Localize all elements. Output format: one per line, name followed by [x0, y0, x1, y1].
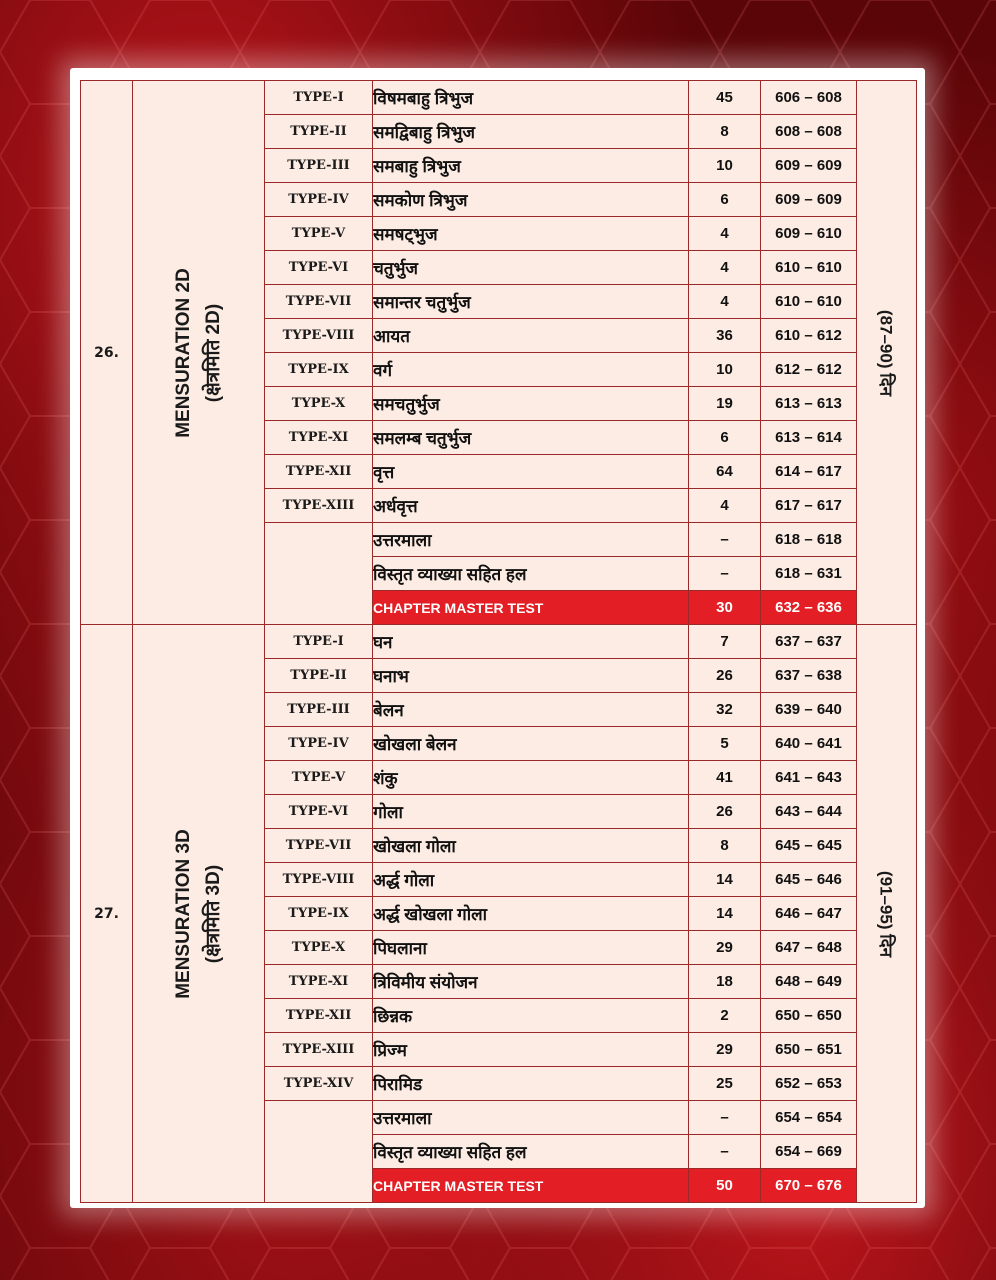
- page-range: 608 – 608: [761, 115, 857, 149]
- type-label: TYPE-XIII: [265, 1033, 373, 1067]
- question-count: 26: [689, 795, 761, 829]
- type-label: TYPE-VI: [265, 251, 373, 285]
- chapter-title: [173, 268, 225, 438]
- page-range: 643 – 644: [761, 795, 857, 829]
- topic-name: विस्तृत व्याख्या सहित हल: [373, 557, 689, 591]
- topic-name: वृत्त: [373, 455, 689, 489]
- type-label: TYPE-XI: [265, 421, 373, 455]
- chapter-title-english: MENSURATION 2D: [172, 267, 194, 438]
- type-label: TYPE-III: [265, 693, 373, 727]
- question-count: 64: [689, 455, 761, 489]
- type-label: TYPE-XI: [265, 965, 373, 999]
- type-label: TYPE-I: [265, 625, 373, 659]
- question-count: 32: [689, 693, 761, 727]
- page-range: 613 – 614: [761, 421, 857, 455]
- question-count: 41: [689, 761, 761, 795]
- question-count: 4: [689, 251, 761, 285]
- page-range: 640 – 641: [761, 727, 857, 761]
- chapter-title-hindi: (क्षेत्रमिति 3D): [202, 864, 224, 963]
- type-label: TYPE-X: [265, 931, 373, 965]
- page-range: 609 – 609: [761, 183, 857, 217]
- type-label: TYPE-II: [265, 115, 373, 149]
- question-count: 26: [689, 659, 761, 693]
- question-count: 4: [689, 489, 761, 523]
- topic-name: प्रिज्म: [373, 1033, 689, 1067]
- question-count: 25: [689, 1067, 761, 1101]
- question-count: –: [689, 1135, 761, 1169]
- page-range: 610 – 610: [761, 251, 857, 285]
- question-count: –: [689, 523, 761, 557]
- topic-name: समकोण त्रिभुज: [373, 183, 689, 217]
- question-count: 8: [689, 829, 761, 863]
- topic-name: उत्तरमाला: [373, 1101, 689, 1135]
- question-count: 36: [689, 319, 761, 353]
- question-count: 18: [689, 965, 761, 999]
- question-count: 2: [689, 999, 761, 1033]
- topic-name: समद्विबाहु त्रिभुज: [373, 115, 689, 149]
- type-label: TYPE-III: [265, 149, 373, 183]
- type-label: TYPE-X: [265, 387, 373, 421]
- type-label: TYPE-VI: [265, 795, 373, 829]
- page-range: 648 – 649: [761, 965, 857, 999]
- chapter-title-cell: [133, 625, 265, 1203]
- question-count: 14: [689, 863, 761, 897]
- topic-name: विषमबाहु त्रिभुज: [373, 81, 689, 115]
- page-range: 654 – 669: [761, 1135, 857, 1169]
- type-label: TYPE-IV: [265, 727, 373, 761]
- topic-name: वर्ग: [373, 353, 689, 387]
- page-range: 654 – 654: [761, 1101, 857, 1135]
- question-count: 6: [689, 421, 761, 455]
- page-range: 613 – 613: [761, 387, 857, 421]
- topic-name: खोखला गोला: [373, 829, 689, 863]
- topic-name: त्रिविमीय संयोजन: [373, 965, 689, 999]
- question-count: 8: [689, 115, 761, 149]
- page-range: 609 – 609: [761, 149, 857, 183]
- question-count: 29: [689, 1033, 761, 1067]
- type-label: TYPE-V: [265, 761, 373, 795]
- type-label: TYPE-VII: [265, 829, 373, 863]
- question-count: –: [689, 557, 761, 591]
- chapter-title: [173, 829, 225, 999]
- page-range: 645 – 645: [761, 829, 857, 863]
- topic-name: विस्तृत व्याख्या सहित हल: [373, 1135, 689, 1169]
- contents-table: [80, 80, 917, 1203]
- question-count: –: [689, 1101, 761, 1135]
- question-count: 30: [689, 591, 761, 625]
- page-range: 618 – 631: [761, 557, 857, 591]
- page-range: 614 – 617: [761, 455, 857, 489]
- page-range: 646 – 647: [761, 897, 857, 931]
- topic-name: CHAPTER MASTER TEST: [373, 1169, 689, 1203]
- chapter-title-cell: [133, 81, 265, 625]
- topic-name: समचतुर्भुज: [373, 387, 689, 421]
- topic-name: गोला: [373, 795, 689, 829]
- type-label: TYPE-XIV: [265, 1067, 373, 1101]
- page-range: 632 – 636: [761, 591, 857, 625]
- study-days: (87–90) दिन: [876, 309, 895, 396]
- type-label: TYPE-V: [265, 217, 373, 251]
- chapter-number: 27.: [81, 625, 133, 1203]
- question-count: 7: [689, 625, 761, 659]
- table-row: [81, 81, 917, 115]
- question-count: 19: [689, 387, 761, 421]
- type-label: TYPE-XII: [265, 455, 373, 489]
- topic-name: समान्तर चतुर्भुज: [373, 285, 689, 319]
- topic-name: CHAPTER MASTER TEST: [373, 591, 689, 625]
- study-days-cell: [857, 81, 917, 625]
- topic-name: अर्द्ध खोखला गोला: [373, 897, 689, 931]
- page-range: 617 – 617: [761, 489, 857, 523]
- page-range: 670 – 676: [761, 1169, 857, 1203]
- topic-name: समषट्भुज: [373, 217, 689, 251]
- type-label: TYPE-I: [265, 81, 373, 115]
- topic-name: चतुर्भुज: [373, 251, 689, 285]
- page-range: 618 – 618: [761, 523, 857, 557]
- topic-name: बेलन: [373, 693, 689, 727]
- type-label: TYPE-IV: [265, 183, 373, 217]
- page-range: 650 – 650: [761, 999, 857, 1033]
- question-count: 4: [689, 285, 761, 319]
- type-label: TYPE-VII: [265, 285, 373, 319]
- page-range: 637 – 637: [761, 625, 857, 659]
- question-count: 6: [689, 183, 761, 217]
- topic-name: घन: [373, 625, 689, 659]
- question-count: 5: [689, 727, 761, 761]
- study-days-cell: [857, 625, 917, 1203]
- topic-name: समलम्ब चतुर्भुज: [373, 421, 689, 455]
- type-label-empty: [265, 523, 373, 625]
- type-label: TYPE-XII: [265, 999, 373, 1033]
- page-range: 610 – 610: [761, 285, 857, 319]
- chapter-title-english: MENSURATION 3D: [172, 828, 194, 999]
- type-label: TYPE-II: [265, 659, 373, 693]
- page-range: 647 – 648: [761, 931, 857, 965]
- topic-name: छिन्नक: [373, 999, 689, 1033]
- question-count: 45: [689, 81, 761, 115]
- page-range: 641 – 643: [761, 761, 857, 795]
- question-count: 10: [689, 353, 761, 387]
- study-days: (91–95) दिन: [876, 870, 895, 957]
- question-count: 29: [689, 931, 761, 965]
- topic-name: घनाभ: [373, 659, 689, 693]
- page-range: 612 – 612: [761, 353, 857, 387]
- page-range: 650 – 651: [761, 1033, 857, 1067]
- topic-name: अर्धवृत्त: [373, 489, 689, 523]
- page-range: 610 – 612: [761, 319, 857, 353]
- table-row: [81, 625, 917, 659]
- topic-name: उत्तरमाला: [373, 523, 689, 557]
- chapter-title-hindi: (क्षेत्रमिति 2D): [202, 303, 224, 402]
- topic-name: समबाहु त्रिभुज: [373, 149, 689, 183]
- type-label: TYPE-IX: [265, 353, 373, 387]
- topic-name: आयत: [373, 319, 689, 353]
- question-count: 14: [689, 897, 761, 931]
- page-range: 609 – 610: [761, 217, 857, 251]
- page-range: 645 – 646: [761, 863, 857, 897]
- question-count: 4: [689, 217, 761, 251]
- type-label: TYPE-VIII: [265, 863, 373, 897]
- page-range: 637 – 638: [761, 659, 857, 693]
- type-label: TYPE-VIII: [265, 319, 373, 353]
- topic-name: पिघलाना: [373, 931, 689, 965]
- question-count: 10: [689, 149, 761, 183]
- topic-name: खोखला बेलन: [373, 727, 689, 761]
- chapter-number: 26.: [81, 81, 133, 625]
- page-range: 639 – 640: [761, 693, 857, 727]
- page-range: 652 – 653: [761, 1067, 857, 1101]
- type-label-empty: [265, 1101, 373, 1203]
- topic-name: पिरामिड: [373, 1067, 689, 1101]
- page-range: 606 – 608: [761, 81, 857, 115]
- type-label: TYPE-IX: [265, 897, 373, 931]
- topic-name: शंकु: [373, 761, 689, 795]
- topic-name: अर्द्ध गोला: [373, 863, 689, 897]
- question-count: 50: [689, 1169, 761, 1203]
- type-label: TYPE-XIII: [265, 489, 373, 523]
